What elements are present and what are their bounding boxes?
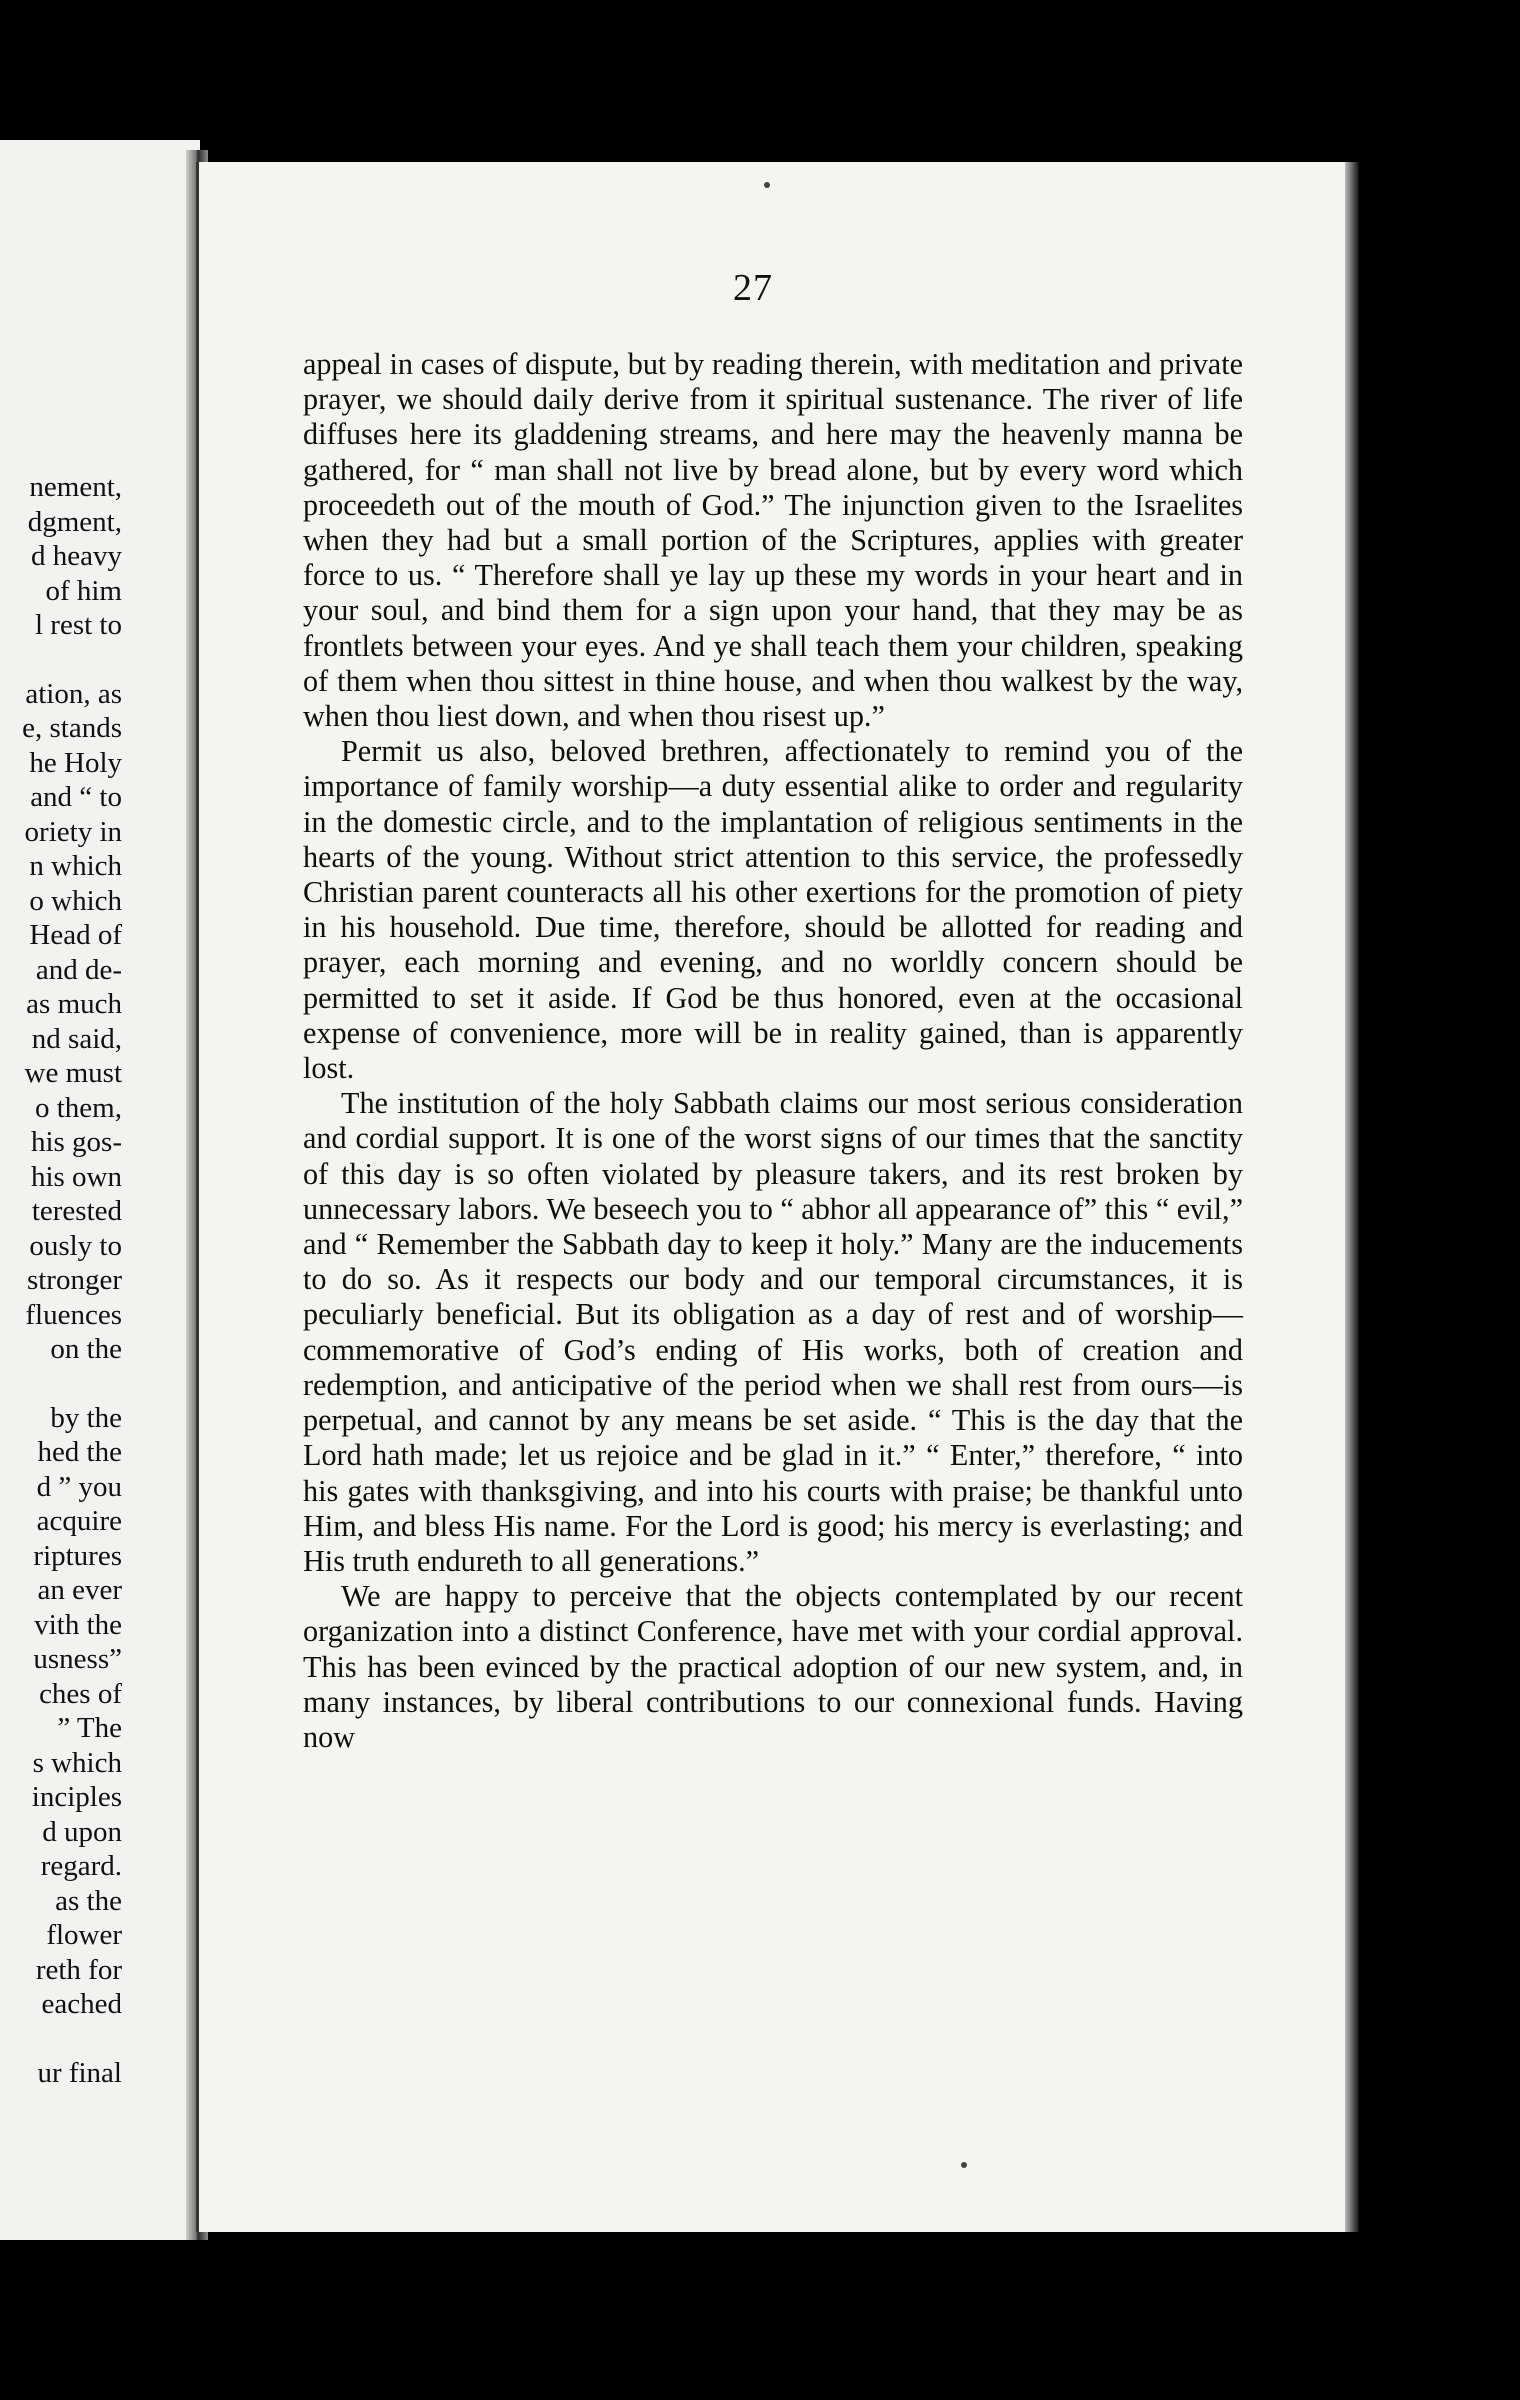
previous-page-line: on the (50, 1333, 122, 1365)
previous-page-line: nement, (29, 471, 122, 503)
previous-page-line: ur final (37, 2056, 122, 2089)
previous-page-line: he Holy (29, 746, 122, 779)
previous-page-line: n which (29, 850, 122, 882)
previous-page-line: fluences (25, 1298, 122, 1331)
previous-page-line: s which (32, 1746, 122, 1779)
paragraph-1: appeal in cases of dispute, but by reading therein, with meditation and private prayer, we should daily derive from it spiritual sustenance. The river of life diffuses here its gladdening streams, and here may the heavenly manna be gathered, for “ man shall not live by bread alone, but by every word which proceedeth out of the mouth of God.” The injunction given to the Israelites when they had but a small portion of the Scriptures, applies with greater force to us. “ Therefore shall ye lay up these my words in your heart and in your soul, and bind them for a sign upon your hand, that they may be as frontlets between your eyes. And ye shall teach them your children, speaking of them when thou sittest in thine house, and when thou walkest by the way, when thou liest down, and when thou risest up.” (303, 347, 1243, 734)
previous-page-text (0, 470, 122, 2090)
paragraph-3: The institution of the holy Sabbath claims our most serious consideration and cordial support. It is one of the worst signs of our times that the sanctity of this day is so often violated by pleasure takers, and its rest broken by unnecessary labors. We beseech you to “ abhor all appearance of” this “ evil,” and “ Remember the Sabbath day to keep it holy.” Many are the inducements to do so. As it respects our body and our temporal circumstances, it is peculiarly beneficial. But its obligation as a day of rest and of worship—commemorative of God’s ending of His works, both of creation and redemption, and anticipative of the period when we shall rest from ours—is perpetual, and cannot by any means be set aside. “ This is the day that the Lord hath made; let us rejoice and be glad in it.” “ Enter,” therefore, “ into his gates with thanksgiving, and into his courts with praise; be thankful unto Him, and bless His name. For the Lord is good; his mercy is everlasting; and His truth endureth to all generations.” (303, 1086, 1243, 1578)
previous-page-line: and de- (35, 953, 122, 986)
previous-page-line: inciples (31, 1781, 122, 1813)
previous-page-line: ches of (39, 1677, 122, 1710)
previous-page-line: reth for (35, 1953, 122, 1986)
previous-page-line: usness” (33, 1643, 122, 1675)
previous-page-line: riptures (33, 1539, 122, 1572)
previous-page-line: terested (31, 1195, 122, 1227)
previous-page-line: we must (24, 1057, 122, 1089)
paragraph-2: Permit us also, beloved brethren, affectionately to remind you of the importance of family worship—a duty essential alike to order and regularity in the domestic circle, and to the implantation of religious sentiments in the hearts of the young. Without strict attention to this service, the professedly Christian parent counteracts all his other exertions for the promotion of piety in his household. Due time, therefore, should be allotted for reading and prayer, each morning and evening, and no worldly concern should be permitted to set it aside. If God be thus honored, even at the occasional expense of convenience, more will be in reality gained, than is apparently lost. (303, 734, 1243, 1086)
previous-page-line: ously to (29, 1229, 122, 1262)
previous-page-line: e, stands (22, 712, 122, 744)
previous-page-line: vith the (34, 1608, 122, 1641)
previous-page-line: Head of (29, 919, 122, 951)
previous-page-line: d heavy (31, 540, 122, 572)
page-body (303, 347, 1243, 1755)
previous-page-line: regard. (40, 1850, 122, 1882)
previous-page-line: ” The (57, 1712, 122, 1744)
previous-page-line: dgment, (27, 505, 122, 538)
previous-page-line: stronger (26, 1264, 122, 1296)
page-number: 27 (733, 267, 773, 309)
previous-page-line: hed the (37, 1436, 122, 1468)
previous-page-line: his gos- (30, 1126, 122, 1158)
print-speck (764, 182, 770, 188)
previous-page-line: o which (29, 884, 122, 917)
previous-page-line: l rest to (35, 609, 122, 641)
previous-page-line: ation, as (25, 677, 122, 710)
previous-page-line: acquire (36, 1505, 122, 1537)
previous-page-line: d ” you (36, 1470, 122, 1503)
previous-page-line: by the (50, 1401, 122, 1434)
previous-page (0, 140, 200, 2240)
previous-page-line (0, 643, 122, 677)
previous-page-line: his own (30, 1160, 122, 1193)
previous-page-line (0, 1367, 122, 1401)
previous-page-line: eached (41, 1988, 122, 2020)
previous-page-line: oriety in (24, 815, 122, 848)
previous-page-line: and “ to (30, 781, 122, 813)
previous-page-line: as the (55, 1884, 122, 1917)
previous-page-line: d upon (42, 1815, 122, 1848)
previous-page-line (0, 2022, 122, 2056)
print-speck (961, 2162, 967, 2168)
previous-page-line: of him (45, 574, 122, 607)
previous-page-line: o them, (35, 1091, 122, 1124)
current-page (196, 162, 1345, 2232)
previous-page-line: an ever (37, 1574, 122, 1606)
previous-page-line: nd said, (31, 1022, 122, 1055)
previous-page-line: flower (46, 1919, 122, 1951)
previous-page-line: as much (26, 988, 122, 1020)
paragraph-4: We are happy to perceive that the objects contemplated by our recent organization into a distinct Conference, have met with your cordial approval. This has been evinced by the practical adoption of our new system, and, in many instances, by liberal contributions to our connexional funds. Having now (303, 1579, 1243, 1754)
